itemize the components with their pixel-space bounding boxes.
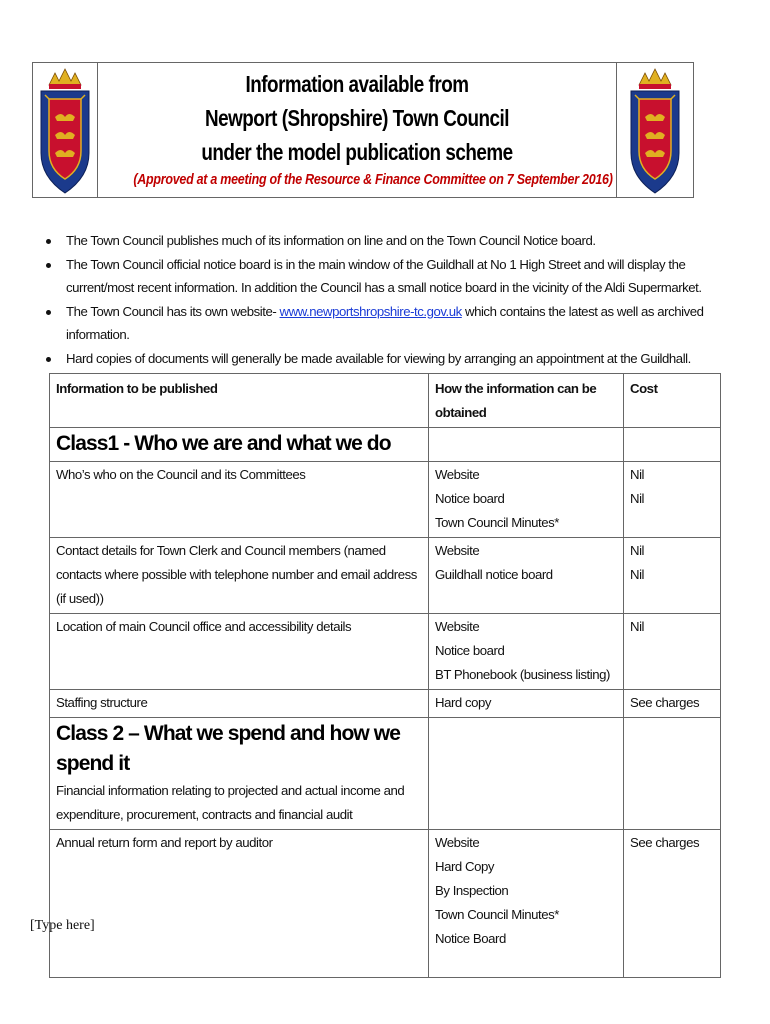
- header-box: [32, 62, 694, 198]
- bullet-dot-icon: [46, 263, 51, 268]
- class2-title-cell: [50, 718, 429, 830]
- class2-title-row: [50, 718, 721, 830]
- cost-cell: Nil Nil: [624, 462, 721, 538]
- table-row: [50, 690, 721, 718]
- publication-scheme-table: [49, 373, 721, 978]
- table-header-row: [50, 374, 721, 428]
- header-how: How the information can be obtained: [429, 374, 624, 428]
- info-cell: Location of main Council office and accessibility details: [50, 614, 429, 690]
- bullet-item: The Town Council official notice board is in the main window of the Guildhall at No 1 High Street and will display the current/most recent information. In addition the Council has a small notice board in the vicinity of the Aldi Supermarket.: [32, 253, 732, 300]
- info-cell: Who’s who on the Council and its Committees: [50, 462, 429, 538]
- table-row: [50, 462, 721, 538]
- cost-cell: See charges: [624, 690, 721, 718]
- how-cell: Website Notice board BT Phonebook (business listing): [429, 614, 624, 690]
- how-cell: Hard copy: [429, 690, 624, 718]
- header-cost: Cost: [624, 374, 721, 428]
- right-crest-cell: [616, 63, 693, 197]
- info-cell: Contact details for Town Clerk and Council members (named contacts where possible with telephone number and email address (if used)): [50, 538, 429, 614]
- info-cell: Staffing structure: [50, 690, 429, 718]
- town-crest-icon: [629, 65, 681, 195]
- intro-bullet-list: [32, 229, 732, 370]
- cost-cell: Nil: [624, 614, 721, 690]
- class2-title: Class 2 – What we spend and how we spend it: [56, 722, 400, 775]
- document-title-line-1: Information available from: [245, 71, 469, 97]
- bullet-item: The Town Council has its own website- www.newportshropshire-tc.gov.uk which contains the latest as well as archived information.: [32, 300, 732, 347]
- approval-note: (Approved at a meeting of the Resource & Finance Committee on 7 September 2016): [133, 172, 613, 188]
- how-cell: Website Notice board Town Council Minutes*: [429, 462, 624, 538]
- bullet-item: Hard copies of documents will generally be made available for viewing by arranging an appointment at the Guildhall.: [32, 347, 732, 371]
- class1-title: Class1 - Who we are and what we do: [56, 432, 391, 455]
- town-crest-icon: [39, 65, 91, 195]
- cost-cell: See charges: [624, 830, 721, 978]
- title-block: [97, 63, 617, 191]
- footer-placeholder: [Type here]: [30, 918, 95, 933]
- table-row: [50, 830, 721, 978]
- how-cell: Website Hard Copy By Inspection Town Council Minutes* Notice Board: [429, 830, 624, 978]
- cost-cell: Nil Nil: [624, 538, 721, 614]
- table-row: [50, 538, 721, 614]
- how-cell: Website Guildhall notice board: [429, 538, 624, 614]
- left-crest-cell: [33, 63, 98, 197]
- header-info: Information to be published: [50, 374, 429, 428]
- document-title-line-2: Newport (Shropshire) Town Council: [204, 105, 510, 131]
- bullet-dot-icon: [46, 239, 51, 244]
- document-title-line-3: under the model publication scheme: [201, 139, 513, 165]
- bullet-item: The Town Council publishes much of its information on line and on the Town Council Notice board.: [32, 229, 732, 253]
- class1-title-row: [50, 428, 721, 462]
- bullet-dot-icon: [46, 310, 51, 315]
- info-cell: Annual return form and report by auditor: [50, 830, 429, 978]
- table-row: [50, 614, 721, 690]
- class2-description: Financial information relating to projected and actual income and expenditure, procurement, contracts and financial audit: [56, 783, 405, 822]
- council-website-link[interactable]: www.newportshropshire-tc.gov.uk: [279, 303, 462, 319]
- bullet-dot-icon: [46, 357, 51, 362]
- class1-title-cell: [50, 428, 429, 462]
